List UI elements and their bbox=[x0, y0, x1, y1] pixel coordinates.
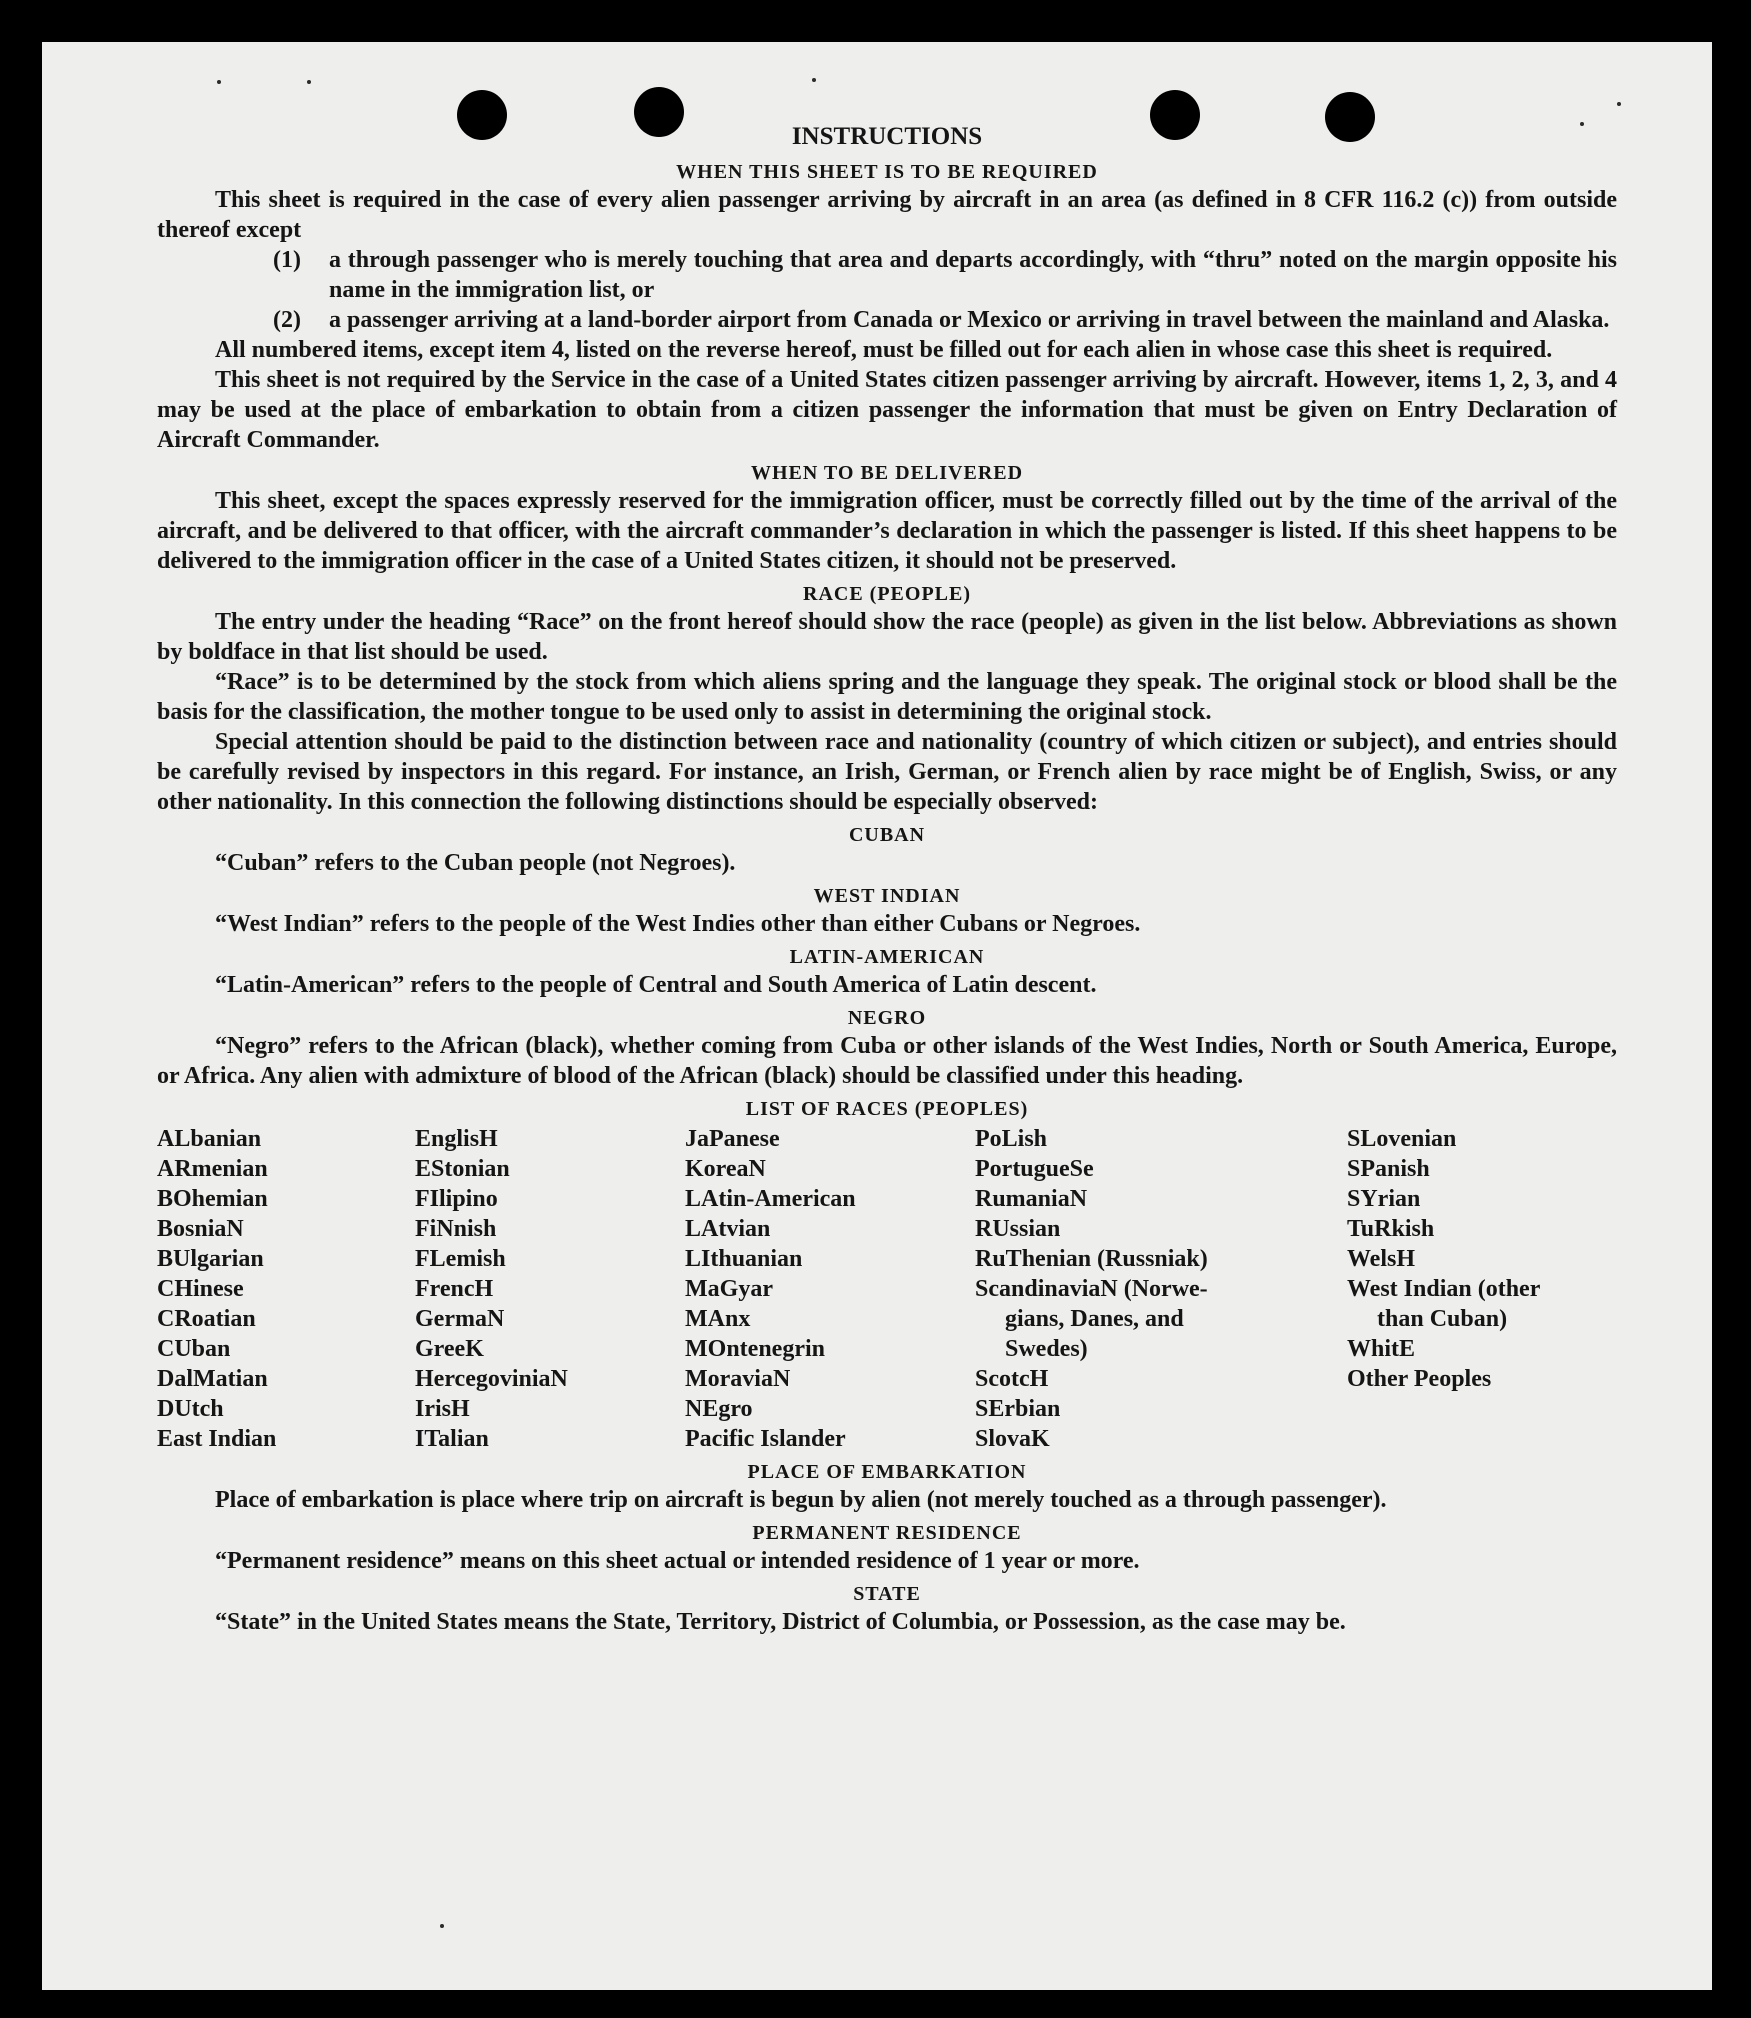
item-number: (2) bbox=[273, 307, 301, 333]
race-entry: DalMatian bbox=[157, 1366, 268, 1392]
race-entry: CRoatian bbox=[157, 1306, 256, 1332]
race-entry: East Indian bbox=[157, 1426, 277, 1452]
item-text: a through passenger who is merely touching that area and departs accordingly, with “thru” noted on the margin opposite his name in the immigration list, or bbox=[329, 247, 1617, 303]
race-entry: HercegoviniaN bbox=[415, 1366, 568, 1392]
paragraph: Place of embarkation is place where trip on aircraft is begun by alien (not merely touched as a through passenger). bbox=[215, 1487, 1387, 1513]
races-column bbox=[685, 1124, 975, 1454]
document-page bbox=[42, 42, 1712, 1990]
race-entry: BUlgarian bbox=[157, 1246, 264, 1272]
section-heading-cuban: CUBAN bbox=[848, 824, 926, 846]
race-entry: SErbian bbox=[975, 1396, 1061, 1422]
race-entry: EStonian bbox=[415, 1156, 510, 1182]
race-entry: MoraviaN bbox=[685, 1366, 791, 1392]
race-entry: PortugueSe bbox=[975, 1156, 1094, 1182]
race-entry: NEgro bbox=[685, 1396, 753, 1422]
race-entry: BOhemian bbox=[157, 1186, 268, 1212]
exception-item bbox=[157, 305, 1617, 335]
race-entry: DUtch bbox=[157, 1396, 224, 1422]
race-entry: ScandinaviaN (Norwe- bbox=[975, 1276, 1208, 1302]
race-entry: GermaN bbox=[415, 1306, 505, 1332]
race-entry: ITalian bbox=[415, 1426, 489, 1452]
race-entry: West Indian (other bbox=[1347, 1276, 1541, 1302]
race-entry: RUssian bbox=[975, 1216, 1061, 1242]
race-entry: FiNnish bbox=[415, 1216, 497, 1242]
paper-speck bbox=[812, 78, 816, 82]
race-entry: RumaniaN bbox=[975, 1186, 1088, 1212]
paper-speck bbox=[440, 1924, 444, 1928]
race-entry: than Cuban) bbox=[1377, 1306, 1508, 1332]
race-entry: Swedes) bbox=[1005, 1336, 1088, 1362]
race-entry: SLovenian bbox=[1347, 1126, 1457, 1152]
race-entry: LAtvian bbox=[685, 1216, 771, 1242]
section-heading-embarkation: PLACE OF EMBARKATION bbox=[747, 1461, 1027, 1483]
race-entry: Pacific Islander bbox=[685, 1426, 846, 1452]
race-entry: Other Peoples bbox=[1347, 1366, 1492, 1392]
races-column bbox=[157, 1124, 415, 1454]
paragraph: This sheet, except the spaces expressly reserved for the immigration officer, must be correctly filled out by the time of the arrival of the aircraft, and be delivered to that officer, with the aircraft commander’s declaration in which the passenger is listed. If this sheet happens to be delivered to the immigration officer in the case of a United States citizen, it should not be preserved. bbox=[157, 488, 1617, 574]
section-heading-when-required: WHEN THIS SHEET IS TO BE REQUIRED bbox=[676, 161, 1098, 183]
section-heading-list-of-races: LIST OF RACES (PEOPLES) bbox=[745, 1098, 1029, 1120]
item-number: (1) bbox=[273, 247, 301, 273]
races-column bbox=[975, 1124, 1347, 1454]
race-entry: EnglisH bbox=[415, 1126, 498, 1152]
paragraph: “Permanent residence” means on this sheet actual or intended residence of 1 year or more. bbox=[215, 1548, 1140, 1574]
paragraph: “State” in the United States means the State, Territory, District of Columbia, or Possession, as the case may be. bbox=[215, 1609, 1346, 1635]
race-entry: SPanish bbox=[1347, 1156, 1430, 1182]
race-entry: FrencH bbox=[415, 1276, 494, 1302]
race-entry: PoLish bbox=[975, 1126, 1048, 1152]
race-entry: KoreaN bbox=[685, 1156, 766, 1182]
paragraph: Special attention should be paid to the distinction between race and nationality (country of which citizen or subject), and entries should be carefully revised by inspectors in this regard. For instance, an Irish, German, or French alien by race might be of English, Swiss, or any other nationality. In this connection the following distinctions should be especially observed: bbox=[157, 729, 1617, 815]
race-entry: MaGyar bbox=[685, 1276, 773, 1302]
race-entry: JaPanese bbox=[685, 1126, 780, 1152]
race-entry: FIlipino bbox=[415, 1186, 498, 1212]
race-entry: FLemish bbox=[415, 1246, 506, 1272]
race-entry: MAnx bbox=[685, 1306, 751, 1332]
race-entry: ALbanian bbox=[157, 1126, 262, 1152]
race-entry: LIthuanian bbox=[685, 1246, 803, 1272]
paper-speck bbox=[1617, 102, 1621, 106]
race-entry: ScotcH bbox=[975, 1366, 1049, 1392]
race-entry: GreeK bbox=[415, 1336, 484, 1362]
paragraph: All numbered items, except item 4, listed on the reverse hereof, must be filled out for each alien in whose case this sheet is required. bbox=[215, 337, 1553, 363]
paragraph: “West Indian” refers to the people of the West Indies other than either Cubans or Negroes. bbox=[215, 911, 1141, 937]
race-entry: gians, Danes, and bbox=[1005, 1306, 1184, 1332]
paragraph: This sheet is not required by the Service in the case of a United States citizen passenger arriving by aircraft. However, items 1, 2, 3, and 4 may be used at the place of embarkation to obtain from a citizen passenger the information that must be given on Entry Declaration of Aircraft Commander. bbox=[157, 367, 1617, 453]
race-entry: CUban bbox=[157, 1336, 231, 1362]
paragraph: “Negro” refers to the African (black), whether coming from Cuba or other islands of the West Indies, North or South America, Europe, or Africa. Any alien with admixture of blood of the African (black) should be classified under this heading. bbox=[157, 1033, 1617, 1089]
section-heading-state: STATE bbox=[853, 1583, 921, 1605]
paragraph: This sheet is required in the case of every alien passenger arriving by aircraft in an area (as defined in 8 CFR 116.2 (c)) from outside thereof except bbox=[157, 187, 1617, 243]
paper-speck bbox=[307, 80, 311, 84]
paragraph: “Race” is to be determined by the stock from which aliens spring and the language they speak. The original stock or blood shall be the basis for the classification, the mother tongue to be used only to assist in determining the original stock. bbox=[157, 669, 1617, 725]
paragraph: “Latin-American” refers to the people of Central and South America of Latin descent. bbox=[215, 972, 1097, 998]
races-list bbox=[157, 1124, 1617, 1454]
instructions-content bbox=[157, 120, 1617, 1637]
section-heading-negro: NEGRO bbox=[847, 1007, 927, 1029]
section-heading-west-indian: WEST INDIAN bbox=[813, 885, 961, 907]
race-entry: WhitE bbox=[1347, 1336, 1416, 1362]
race-entry: CHinese bbox=[157, 1276, 244, 1302]
section-heading-race: RACE (PEOPLE) bbox=[803, 583, 971, 605]
race-entry: LAtin-American bbox=[685, 1186, 856, 1212]
section-heading-residence: PERMANENT RESIDENCE bbox=[752, 1522, 1022, 1544]
section-heading-latin-american: LATIN-AMERICAN bbox=[789, 946, 985, 968]
race-entry: BosniaN bbox=[157, 1216, 244, 1242]
item-text: a passenger arriving at a land-border airport from Canada or Mexico or arriving in travel between the mainland and Alaska. bbox=[329, 307, 1610, 333]
race-entry: SlovaK bbox=[975, 1426, 1050, 1452]
paragraph: The entry under the heading “Race” on the front hereof should show the race (people) as given in the list below. Abbreviations as shown by boldface in that list should be used. bbox=[157, 609, 1617, 665]
race-entry: ARmenian bbox=[157, 1156, 268, 1182]
page-title: INSTRUCTIONS bbox=[791, 123, 983, 150]
paragraph: “Cuban” refers to the Cuban people (not Negroes). bbox=[215, 850, 736, 876]
race-entry: SYrian bbox=[1347, 1186, 1421, 1212]
exception-item bbox=[157, 245, 1617, 305]
race-entry: MOntenegrin bbox=[685, 1336, 825, 1362]
race-entry: WelsH bbox=[1347, 1246, 1416, 1272]
race-entry: TuRkish bbox=[1347, 1216, 1435, 1242]
race-entry: RuThenian (Russniak) bbox=[975, 1246, 1208, 1272]
races-column bbox=[1347, 1124, 1617, 1454]
paper-speck bbox=[217, 80, 221, 84]
race-entry: IrisH bbox=[415, 1396, 470, 1422]
races-column bbox=[415, 1124, 685, 1454]
section-heading-when-delivered: WHEN TO BE DELIVERED bbox=[750, 462, 1024, 484]
